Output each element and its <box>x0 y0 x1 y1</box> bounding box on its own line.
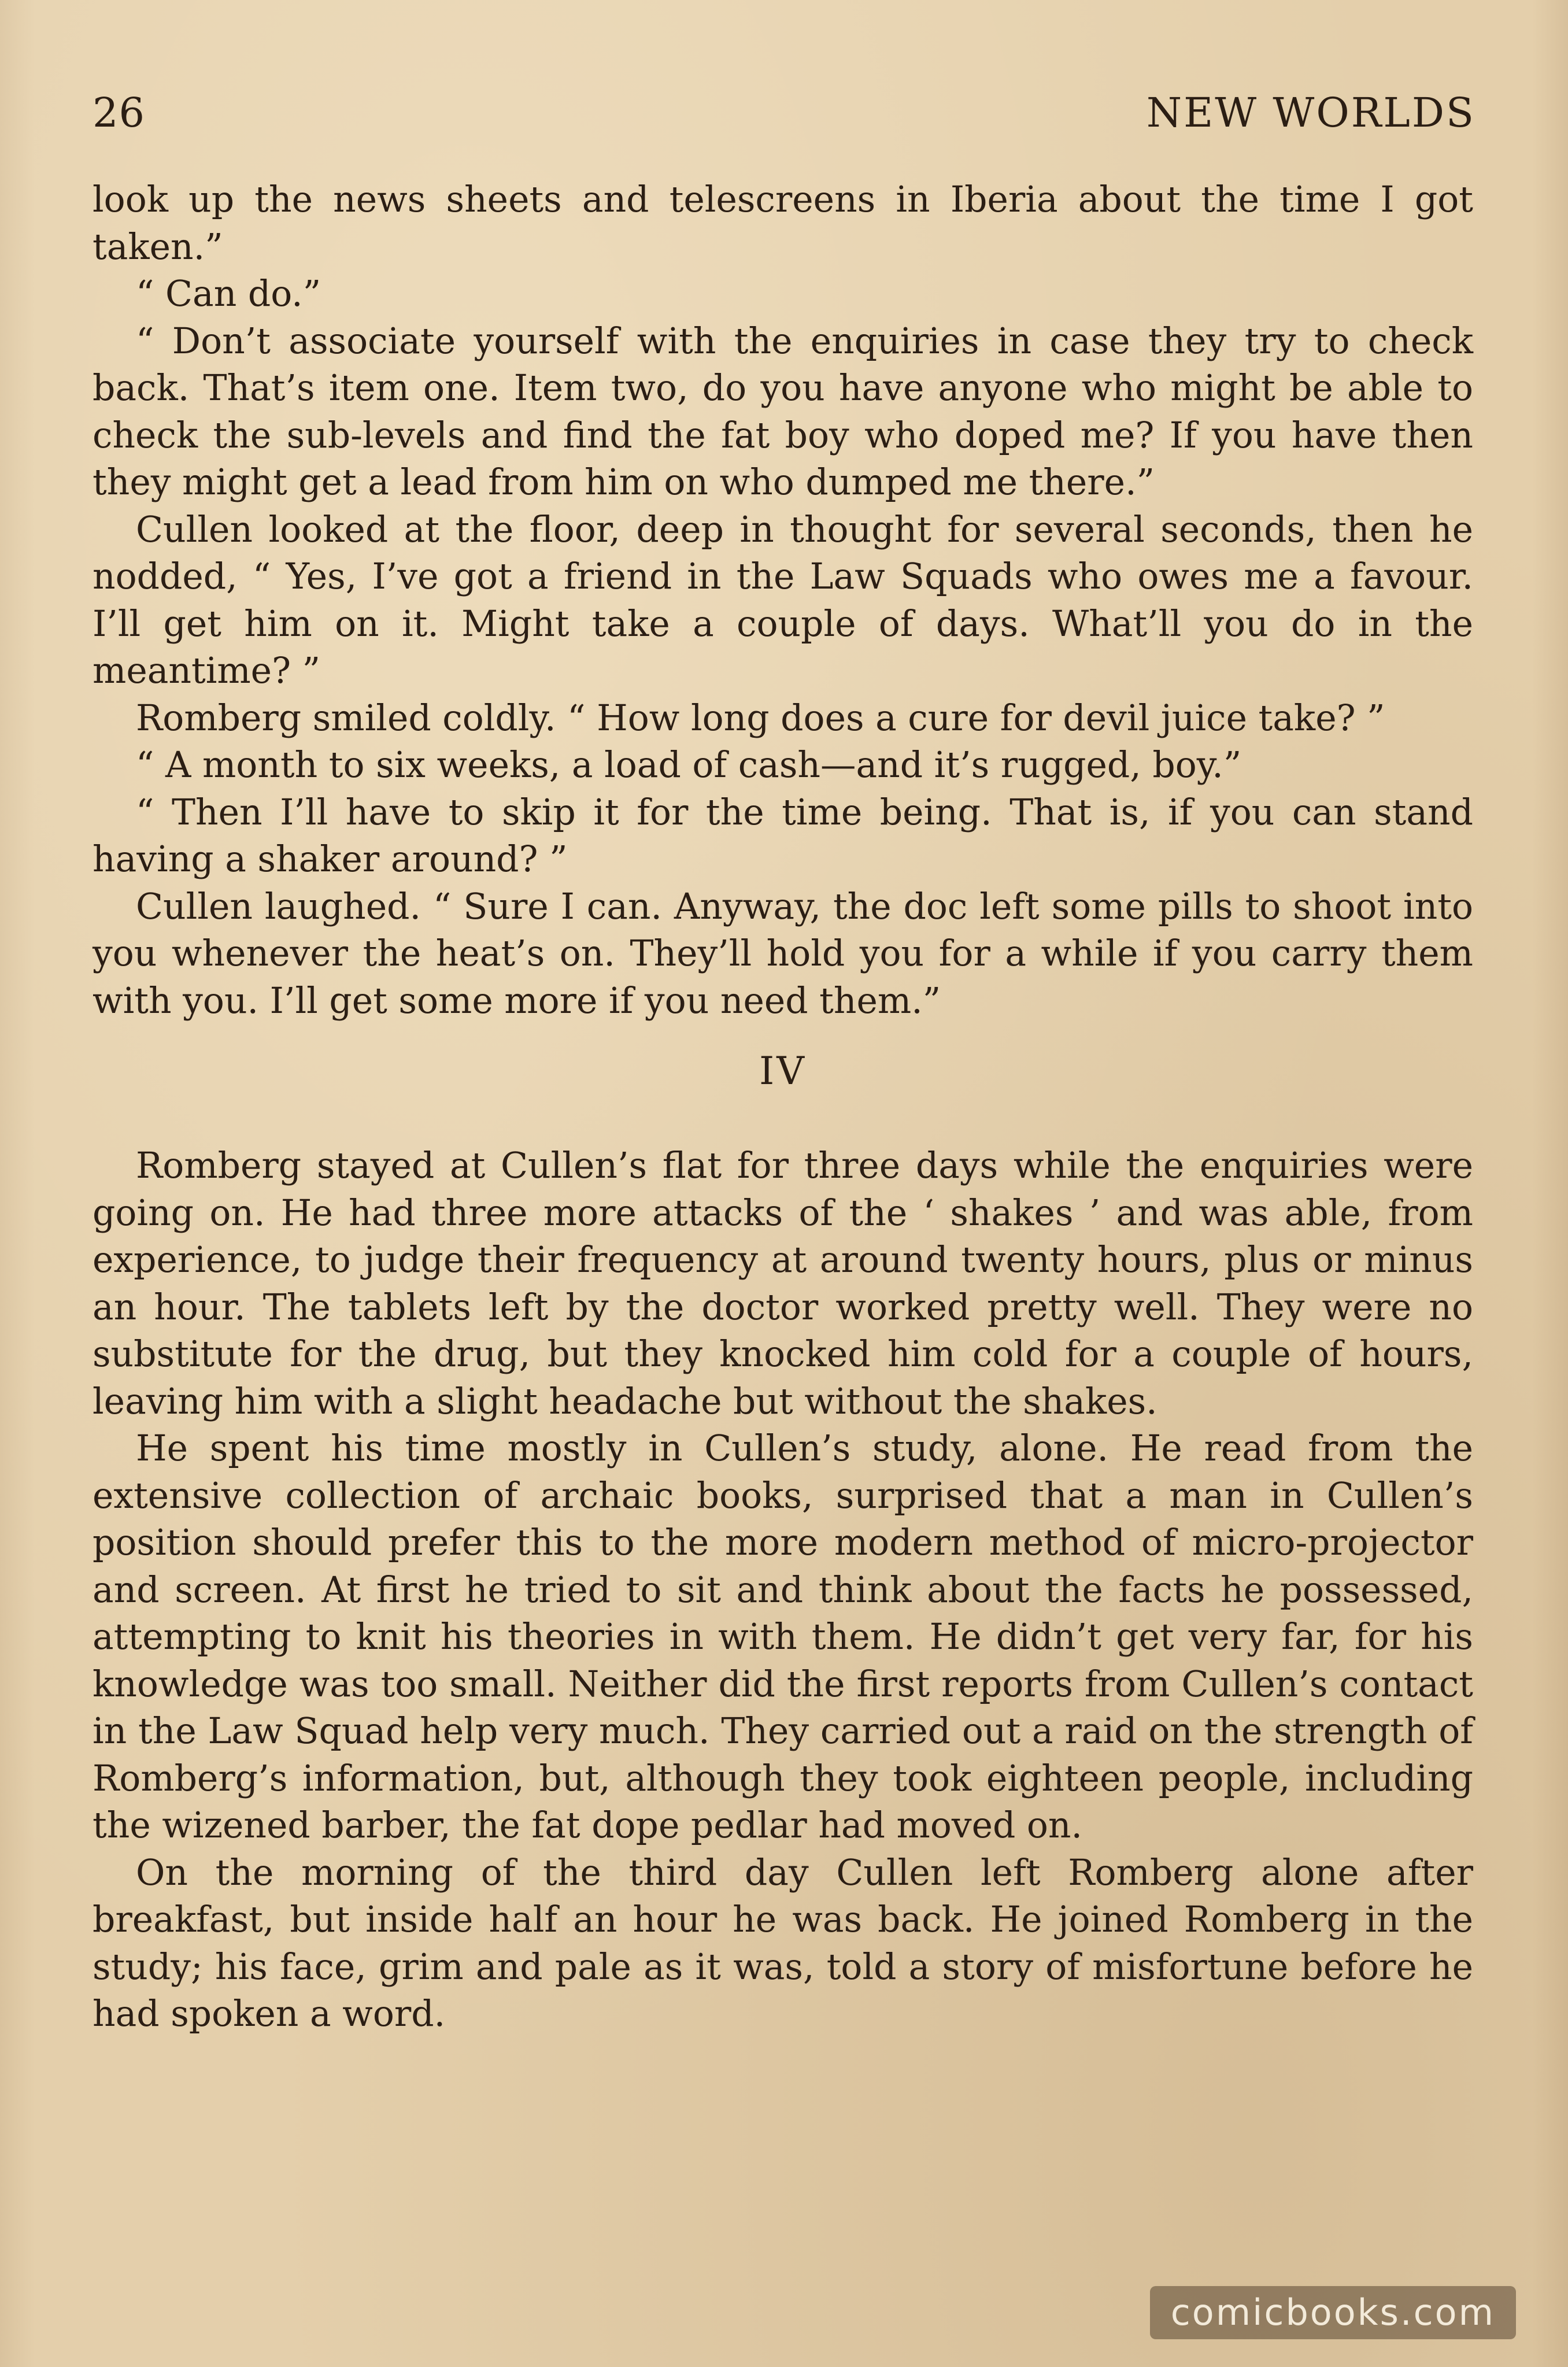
paragraph: “ A month to six weeks, a load of cash—and it’s rugged, boy.” <box>136 744 1242 786</box>
paragraph: Romberg stayed at Cullen’s flat for three days while the enquiries were going on. He had three more attacks of the ‘ shakes ’ and was able, from experience, to judge their frequency at around twenty hours, plus or minus an hour. The tablets left by the doctor worked pretty well. They were no substitute for the drug, but they knocked him cold for a couple of hours, leaving him with a slight headache but without the shakes. <box>93 1145 1473 1422</box>
paragraph: “ Can do.” <box>136 273 321 315</box>
page-number: 26 <box>93 89 146 136</box>
body-text <box>93 176 1473 2038</box>
paragraph: Cullen laughed. “ Sure I can. Anyway, the doc left some pills to shoot into you whenever the heat’s on. They’ll hold you for a while if you carry them with you. I’ll get some more if you need them.” <box>93 885 1473 1022</box>
paragraph: Romberg smiled coldly. “ How long does a cure for devil juice take? ” <box>136 697 1385 739</box>
paragraph: On the morning of the third day Cullen left Romberg alone after breakfast, but inside half an hour he was back. He joined Romberg in the study; his face, grim and pale as it was, told a story of misfortune before he had spoken a word. <box>93 1851 1473 2035</box>
watermark: comicbooks.com <box>1150 2286 1516 2339</box>
paragraph: “ Don’t associate yourself with the enquiries in case they try to check back. That’s item one. Item two, do you have anyone who might be able to check the sub-levels and find the fat boy who doped me? If you have then they might get a lead from him on who dumped me there.” <box>93 320 1473 503</box>
running-head <box>93 87 1475 139</box>
paragraph: “ Then I’ll have to skip it for the time being. That is, if you can stand having a shaker around? ” <box>93 791 1473 880</box>
section-heading: IV <box>759 1049 807 1093</box>
paragraph: look up the news sheets and telescreens in Iberia about the time I got taken.” <box>93 179 1473 268</box>
paragraph: He spent his time mostly in Cullen’s study, alone. He read from the extensive collection of archaic books, surprised that a man in Cullen’s position should prefer this to the more modern method of micro-projector and screen. At first he tried to sit and think about the facts he possessed, attempting to knit his theories in with them. He didn’t get very far, for his knowledge was too small. Neither did the first reports from Cullen’s contact in the Law Squad help very much. They carried out a raid on the strength of Romberg’s information, but, although they took eighteen people, including the wizened barber, the fat dope pedlar had moved on. <box>93 1427 1473 1846</box>
journal-title: NEW WORLDS <box>1146 89 1475 136</box>
paragraph: Cullen looked at the floor, deep in thought for several seconds, then he nodded, “ Yes, I’ve got a friend in the Law Squads who owes me a favour. I’ll get him on it. Might take a couple of days. What’ll you do in the meantime? ” <box>93 508 1473 691</box>
